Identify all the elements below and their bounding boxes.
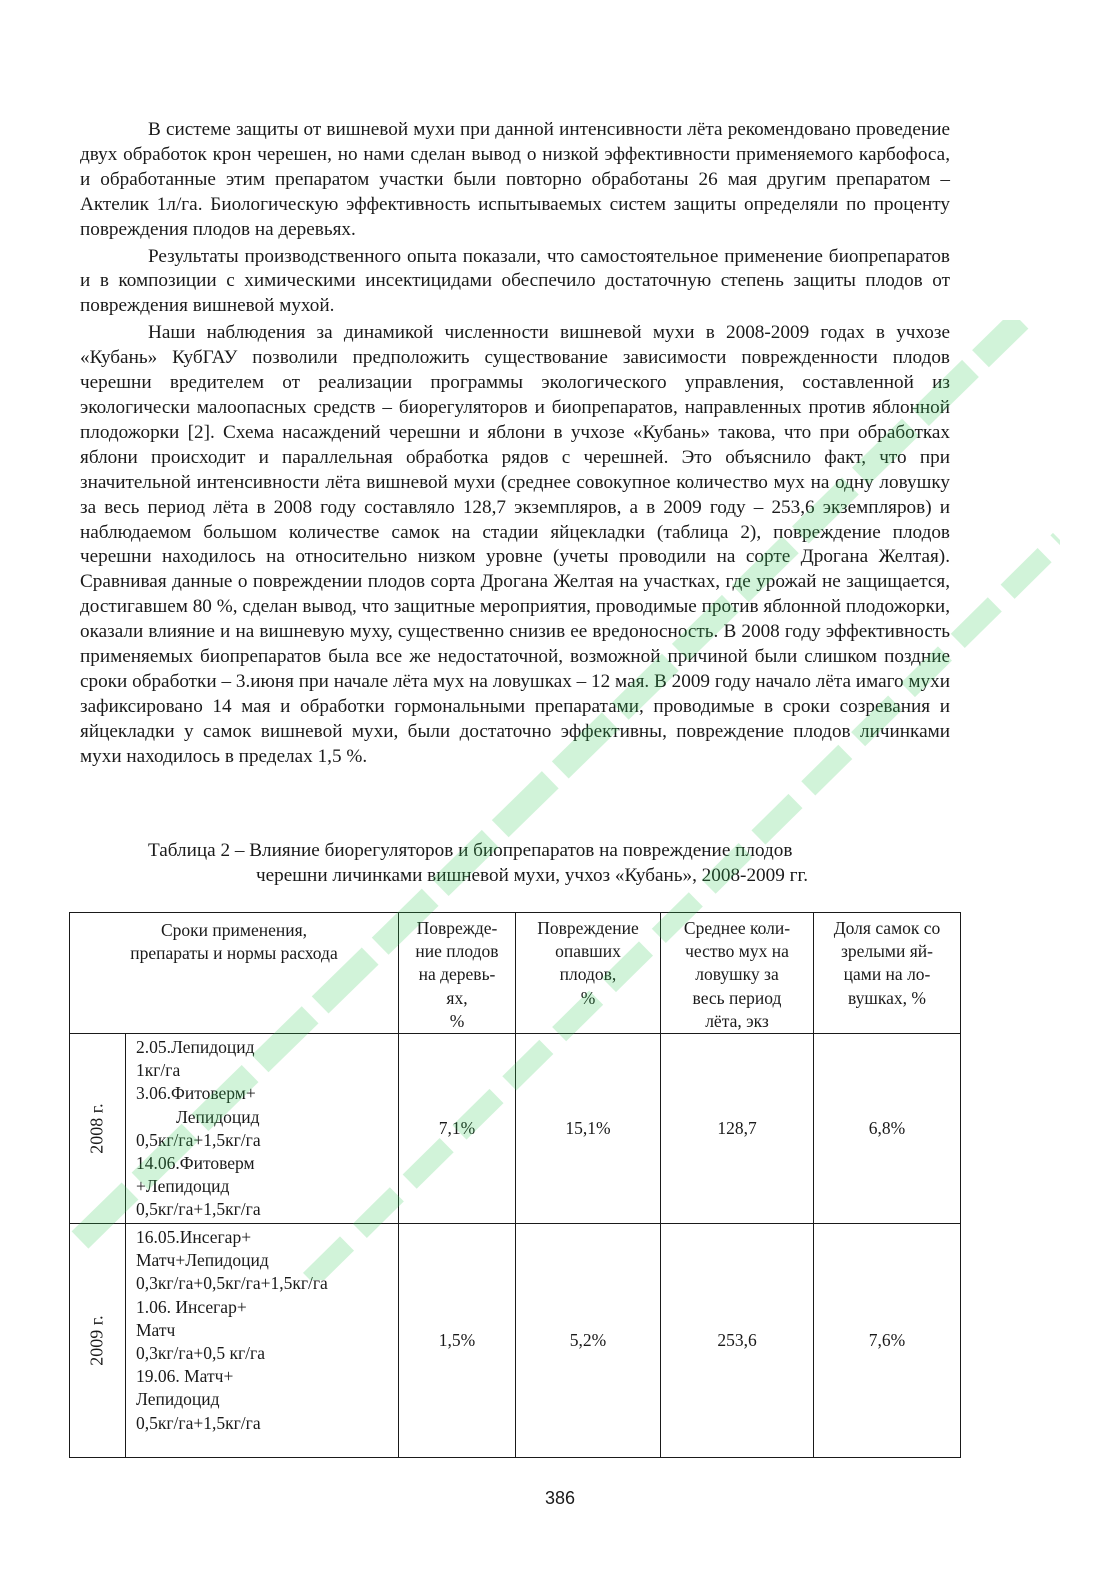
year-label: 2008 г. bbox=[86, 1103, 107, 1154]
table-row bbox=[70, 1034, 961, 1224]
fallen-damage-value: 15,1% bbox=[516, 1034, 661, 1224]
schedule-line: 0,5кг/га+1,5кг/га bbox=[136, 1199, 261, 1220]
year-label: 2009 г. bbox=[86, 1315, 107, 1366]
schedule-cell bbox=[126, 1034, 399, 1224]
schedule-line: 0,3кг/га+0,5 кг/га bbox=[136, 1343, 265, 1364]
fallen-damage-value: 5,2% bbox=[516, 1224, 661, 1458]
header-line: Поврежде- bbox=[416, 918, 498, 938]
header-line: вушках, % bbox=[848, 987, 926, 1008]
schedule-line: 16.05.Инсегар+ bbox=[136, 1227, 252, 1248]
fly-count-value: 128,7 bbox=[661, 1034, 814, 1224]
header-line: чество мух на bbox=[685, 941, 789, 962]
paragraph: Результаты производственного опыта показали, что самостоятельное применение биопрепаратов и в композиции с химическими инсектицидами обеспечило достаточную степень защиты плодов от повреждения вишневой мухой. bbox=[80, 245, 950, 317]
paragraph: Наши наблюдения за динамикой численности вишневой мухи в 2008-2009 годах в учхозе «Кубань» КубГАУ позволили предположить существование зависимости поврежденности плодов черешни вредителем от реализации программы экологического управления, составленной из экологически малоопасных средств – биорегуляторов и биопрепаратов, направленных против яблонной плодожорки [2]. Схема насаждений черешни и яблони в учхозе «Кубань» такова, что при обработках яблони происходит и параллельная обработка рядов с черешней. Это объяснило факт, что при значительной интенсивности лёта вишневой мухи (среднее совокупное количество мух на одну ловушку за весь период лёта в 2008 году составляло 128,7 экземпляров, а в 2009 году – 253,6 экземпляров) и наблюдаемом большом количестве самок на стадии яйцекладки (таблица 2), повреждение плодов черешни находилось на относительно низком уровне (учеты проводили на сорте Дрогана Желтая). Сравнивая данные о повреждении плодов сорта Дрогана Желтая на участках, где урожай не защищается, достигавшем 80 %, сделан вывод, что защитные мероприятия, проводимые против яблонной плодожорки, оказали влияние и на вишневую муху, существенно снизив ее вредоносность. В 2008 году эффективность применяемых биопрепаратов была все же недостаточной, возможной причиной были слишком поздние сроки обработки – 3.июня при начале лёта мух на ловушках – 12 мая. В 2009 году начало лёта имаго мухи зафиксировано 14 мая и обработки гормональными препаратами, проводимые в сроки созревания и яйцекладки у самок вишневой мухи, были достаточно эффективны, повреждение плодов личинками мухи находилось в пределах 1,5 %. bbox=[80, 322, 950, 767]
header-fallen-damage bbox=[516, 913, 661, 1034]
schedule-line: Матч+Лепидоцид bbox=[136, 1250, 269, 1271]
header-line: на деревь- bbox=[418, 964, 496, 985]
header-line: препараты и нормы расхода bbox=[130, 943, 338, 964]
table-header-row bbox=[70, 913, 961, 1034]
schedule-cell bbox=[126, 1224, 399, 1458]
header-line: весь период bbox=[692, 987, 782, 1008]
schedule-line: 3.06.Фитоверм+ bbox=[136, 1083, 256, 1104]
header-line: % bbox=[449, 1010, 465, 1031]
header-line: зрелыми яй- bbox=[841, 941, 933, 962]
schedule-line: 0,3кг/га+0,5кг/га+1,5кг/га bbox=[136, 1273, 328, 1294]
header-fly-count bbox=[661, 913, 814, 1034]
schedule-line: +Лепидоцид bbox=[136, 1176, 230, 1197]
header-line: ловушку за bbox=[695, 964, 779, 985]
female-share-value: 7,6% bbox=[814, 1224, 961, 1458]
schedule-line: 1.06. Инсегар+ bbox=[136, 1296, 247, 1317]
table-caption bbox=[148, 838, 908, 888]
header-tree-damage bbox=[399, 913, 516, 1034]
table-row bbox=[70, 1224, 961, 1458]
schedule-line: Лепидоцид bbox=[176, 1106, 260, 1127]
tree-damage-value: 1,5% bbox=[399, 1224, 516, 1458]
schedule-line: 0,5кг/га+1,5кг/га bbox=[136, 1412, 261, 1433]
header-line: Повреждение bbox=[537, 918, 639, 938]
header-line: лёта, экз bbox=[705, 1010, 769, 1031]
year-cell bbox=[70, 1034, 126, 1224]
header-line: опавших bbox=[555, 941, 621, 962]
schedule-line: 1кг/га bbox=[136, 1060, 181, 1081]
header-schedule bbox=[70, 913, 399, 1034]
header-line: цами на ло- bbox=[843, 964, 931, 985]
caption-line: Таблица 2 – Влияние биорегуляторов и биопрепаратов на повреждение плодов bbox=[148, 840, 793, 861]
schedule-line: Лепидоцид bbox=[136, 1389, 220, 1410]
header-line: ние плодов bbox=[415, 941, 499, 962]
schedule-line: 2.05.Лепидоцид bbox=[136, 1037, 255, 1058]
schedule-line: 0,5кг/га+1,5кг/га bbox=[136, 1129, 261, 1150]
caption-line: черешни личинками вишневой мухи, учхоз «Кубань», 2008-2009 гг. bbox=[256, 865, 808, 886]
tree-damage-value: 7,1% bbox=[399, 1034, 516, 1224]
year-cell bbox=[70, 1224, 126, 1458]
female-share-value: 6,8% bbox=[814, 1034, 961, 1224]
page-number: 386 bbox=[544, 1488, 576, 1508]
header-line: Сроки применения, bbox=[160, 920, 308, 940]
data-table bbox=[69, 912, 961, 1458]
schedule-line: Матч bbox=[136, 1319, 176, 1340]
header-female-share bbox=[814, 913, 961, 1034]
fly-count-value: 253,6 bbox=[661, 1224, 814, 1458]
header-line: % bbox=[580, 987, 596, 1008]
paragraph: В системе защиты от вишневой мухи при данной интенсивности лёта рекомендовано проведение двух обработок крон черешен, но нами сделан вывод о низкой эффективности применяемого карбофоса, и обработанные этим препаратом участки были повторно обработаны 26 мая другим препаратом – Актелик 1л/га. Биологическую эффективность испытываемых систем защиты определяли по проценту повреждения плодов на деревьях. bbox=[80, 119, 950, 240]
schedule-line: 14.06.Фитоверм bbox=[136, 1153, 255, 1174]
header-line: Среднее коли- bbox=[683, 918, 791, 938]
header-line: Доля самок со bbox=[833, 918, 941, 938]
schedule-line: 19.06. Матч+ bbox=[136, 1366, 234, 1387]
body-text bbox=[80, 118, 950, 772]
header-line: плодов, bbox=[559, 964, 617, 985]
header-line: ях, bbox=[446, 987, 468, 1008]
